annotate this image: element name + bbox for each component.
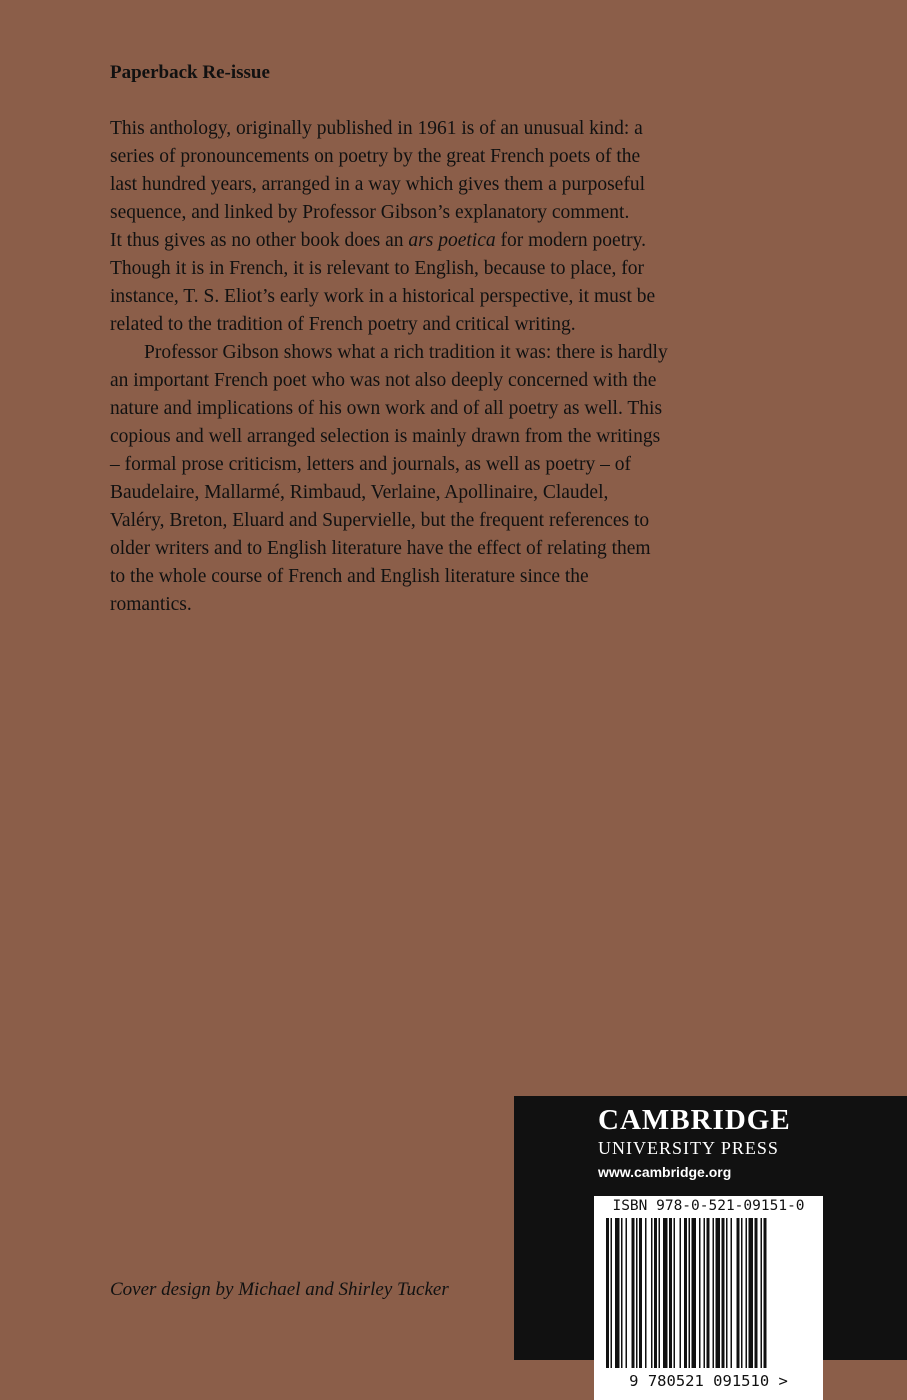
barcode-bar [632, 1218, 635, 1368]
barcode-bar [611, 1218, 613, 1368]
publisher-name: CAMBRIDGE [598, 1104, 791, 1136]
barcode-bar [674, 1218, 676, 1368]
publisher-panel [514, 1096, 907, 1390]
barcode-bar [669, 1218, 672, 1368]
barcode-bar [704, 1218, 706, 1368]
blurb-line: romantics. [110, 594, 192, 615]
blurb-line: series of pronouncements on poetry by the great French poets of the [110, 146, 641, 167]
barcode-bar [639, 1218, 642, 1368]
blurb-line: sequence, and linked by Professor Gibson’s explanatory comment. [110, 202, 630, 223]
barcode-bar [716, 1218, 721, 1368]
blurb-line: instance, T. S. Eliot’s early work in a historical perspective, it must be [110, 286, 656, 307]
barcode-bar [737, 1218, 740, 1368]
blurb-line: last hundred years, arranged in a way which gives them a purposeful [110, 174, 645, 195]
blurb-line: Professor Gibson shows what a rich tradition it was: there is hardly [144, 342, 668, 363]
barcode-bar [659, 1218, 661, 1368]
blurb-fragment: It thus gives as no other book does an [110, 230, 409, 251]
blurb-line: an important French poet who was not also deeply concerned with the [110, 370, 657, 391]
barcode-bar [663, 1218, 668, 1368]
reissue-heading: Paperback Re-issue [110, 62, 270, 83]
barcode-bar [615, 1218, 620, 1368]
barcode-bar [713, 1218, 715, 1368]
barcode-digits: 9 780521 091510 > [629, 1372, 788, 1390]
barcode-bar [692, 1218, 697, 1368]
blurb-fragment: for modern poetry. [495, 230, 646, 251]
barcode-bar [699, 1218, 701, 1368]
isbn-label: ISBN 978-0-521-09151-0 [612, 1198, 805, 1214]
blurb-line: related to the tradition of French poetry and critical writing. [110, 314, 576, 335]
blurb-line: Baudelaire, Mallarmé, Rimbaud, Verlaine, Apollinaire, Claudel, [110, 482, 609, 503]
blurb-line: This anthology, originally published in 1961 is of an unusual kind: a [110, 118, 643, 139]
barcode-bar [689, 1218, 691, 1368]
barcode-bars [594, 1218, 823, 1370]
blurb-line: – formal prose criticism, letters and journals, as well as poetry – of [110, 454, 631, 475]
barcode-bar [741, 1218, 743, 1368]
blurb-line: Though it is in French, it is relevant to English, because to place, for [110, 258, 644, 279]
barcode-bar [684, 1218, 687, 1368]
barcode-bar [761, 1218, 763, 1368]
barcode-bar [749, 1218, 754, 1368]
barcode-bar [731, 1218, 733, 1368]
publisher-url: www.cambridge.org [598, 1164, 732, 1180]
blurb-line: Valéry, Breton, Eluard and Supervielle, but the frequent references to [110, 510, 650, 531]
barcode-bar [755, 1218, 758, 1368]
barcode-bar [726, 1218, 728, 1368]
publisher-subname: UNIVERSITY PRESS [598, 1138, 779, 1158]
blurb-line [110, 227, 810, 255]
blurb-line: copious and well arranged selection is mainly drawn from the writings [110, 426, 661, 447]
blurb-line: to the whole course of French and English literature since the [110, 566, 589, 587]
barcode-bar [626, 1218, 628, 1368]
barcode-box [594, 1196, 823, 1400]
barcode-bar [764, 1218, 767, 1368]
barcode-bar [606, 1218, 609, 1368]
barcode-bar [680, 1218, 682, 1368]
barcode-bar [621, 1218, 623, 1368]
barcode-bar [722, 1218, 725, 1368]
blurb-line: older writers and to English literature have the effect of relating them [110, 538, 651, 559]
barcode-bar [645, 1218, 647, 1368]
barcode-bar [636, 1218, 638, 1368]
barcode-bar [707, 1218, 710, 1368]
blurb-text [110, 115, 810, 619]
barcode-bar [746, 1218, 748, 1368]
barcode-bar [654, 1218, 657, 1368]
ars-poetica-term: ars poetica [408, 230, 496, 251]
cover-design-credit: Cover design by Michael and Shirley Tucker [110, 1279, 449, 1300]
blurb-line: nature and implications of his own work and of all poetry as well. This [110, 398, 663, 419]
barcode-bar [651, 1218, 653, 1368]
